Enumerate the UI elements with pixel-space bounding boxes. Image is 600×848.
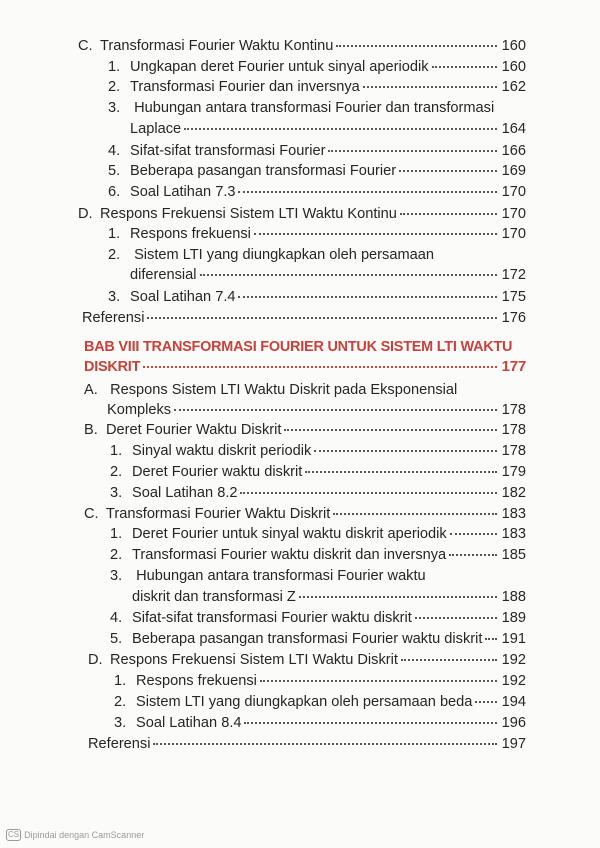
entry-title: Sinyal waktu diskrit periodik bbox=[132, 443, 312, 459]
toc-entry-ref8[interactable] bbox=[88, 735, 526, 753]
entry-title: Hubungan antara transformasi Fourier waktu bbox=[136, 568, 426, 584]
page-number: 179 bbox=[501, 464, 526, 480]
dot-leader bbox=[333, 513, 496, 515]
entry-title: Respons Sistem LTI Waktu Diskrit pada Eksponensial bbox=[110, 382, 458, 398]
toc-entry-c7-3-line2[interactable] bbox=[130, 120, 526, 138]
page-number: 160 bbox=[501, 38, 526, 54]
entry-title: Respons frekuensi bbox=[130, 226, 251, 242]
dot-leader bbox=[143, 366, 496, 368]
page-number: 189 bbox=[501, 610, 526, 626]
dot-leader bbox=[399, 170, 497, 172]
chapter-page-number: 177 bbox=[501, 358, 526, 375]
entry-label: 6. bbox=[108, 184, 121, 200]
entry-title: Sifat-sifat transformasi Fourier bbox=[130, 143, 326, 159]
toc-entry-d8-2[interactable] bbox=[114, 693, 526, 711]
entry-title-continued: diskrit dan transformasi Z bbox=[132, 589, 296, 605]
entry-label: 2. bbox=[108, 79, 121, 95]
toc-entry-c7-5[interactable] bbox=[108, 162, 526, 180]
page-number: 172 bbox=[501, 267, 526, 283]
page-number: 188 bbox=[501, 589, 526, 605]
dot-leader bbox=[400, 213, 497, 215]
page-number: 183 bbox=[501, 506, 526, 522]
entry-title: Transformasi Fourier Waktu Kontinu bbox=[100, 38, 334, 54]
toc-entry-d7-1[interactable] bbox=[108, 225, 526, 243]
entry-label: 1. bbox=[114, 673, 127, 689]
entry-title: Deret Fourier waktu diskrit bbox=[132, 464, 303, 480]
dot-leader bbox=[174, 409, 497, 411]
entry-title: Soal Latihan 8.2 bbox=[132, 485, 238, 501]
toc-entry-c7-4[interactable] bbox=[108, 142, 526, 160]
dot-leader bbox=[244, 722, 496, 724]
dot-leader bbox=[254, 233, 497, 235]
entry-label: 2. bbox=[114, 694, 127, 710]
chapter-title-continued: DISKRIT bbox=[84, 359, 141, 375]
page-number: 160 bbox=[501, 59, 526, 75]
dot-leader bbox=[401, 659, 497, 661]
page-number: 169 bbox=[501, 163, 526, 179]
toc-entry-d7-2-line1[interactable] bbox=[108, 246, 526, 264]
dot-leader bbox=[153, 743, 496, 745]
dot-leader bbox=[305, 471, 496, 473]
toc-entry-c8-5[interactable] bbox=[110, 630, 526, 648]
entry-label: D. bbox=[78, 206, 93, 222]
toc-entry-c8-3-line1[interactable] bbox=[110, 567, 526, 585]
entry-label: 2. bbox=[110, 547, 123, 563]
page-number: 182 bbox=[501, 485, 526, 501]
entry-title: Ungkapan deret Fourier untuk sinyal aperiodik bbox=[130, 59, 429, 75]
toc-entry-c7-3-line1[interactable] bbox=[108, 99, 526, 117]
chapter-heading-line2[interactable] bbox=[84, 358, 526, 376]
entry-label: 5. bbox=[108, 163, 121, 179]
dot-leader bbox=[238, 296, 496, 298]
page-number: 176 bbox=[501, 310, 526, 326]
entry-label: C. bbox=[84, 506, 99, 522]
toc-entry-c7-1[interactable] bbox=[108, 58, 526, 76]
toc-entry-a8-line2[interactable] bbox=[107, 401, 526, 419]
page-number: 166 bbox=[501, 143, 526, 159]
page-number: 183 bbox=[501, 526, 526, 542]
entry-label: 1. bbox=[110, 443, 123, 459]
entry-title: Soal Latihan 7.4 bbox=[130, 289, 236, 305]
entry-title: Deret Fourier untuk sinyal waktu diskrit aperiodik bbox=[132, 526, 447, 542]
entry-label: 1. bbox=[110, 526, 123, 542]
dot-leader bbox=[240, 492, 496, 494]
entry-label: A. bbox=[84, 382, 98, 398]
dot-leader bbox=[449, 554, 496, 556]
entry-title: Beberapa pasangan transformasi Fourier bbox=[130, 163, 397, 179]
toc-entry-d8-3[interactable] bbox=[114, 714, 526, 732]
toc-entry-c8-1[interactable] bbox=[110, 525, 526, 543]
entry-title: Referensi bbox=[88, 736, 151, 752]
toc-entry-d8[interactable] bbox=[88, 651, 526, 669]
toc-entry-c8-2[interactable] bbox=[110, 546, 526, 564]
page-number: 194 bbox=[501, 694, 526, 710]
dot-leader bbox=[314, 450, 496, 452]
entry-title: Deret Fourier Waktu Diskrit bbox=[106, 422, 282, 438]
entry-title: Respons frekuensi bbox=[136, 673, 257, 689]
entry-title: Referensi bbox=[82, 310, 145, 326]
toc-entry-b8-2[interactable] bbox=[110, 463, 526, 481]
page-number: 170 bbox=[501, 206, 526, 222]
toc-entry-d8-1[interactable] bbox=[114, 672, 526, 690]
dot-leader bbox=[284, 429, 496, 431]
toc-entry-d7-3[interactable] bbox=[108, 288, 526, 306]
entry-label: D. bbox=[88, 652, 103, 668]
page-number: 175 bbox=[501, 289, 526, 305]
toc-entry-a8-line1[interactable] bbox=[84, 381, 526, 399]
entry-label: 4. bbox=[108, 143, 121, 159]
toc-entry-b8-1[interactable] bbox=[110, 442, 526, 460]
dot-leader bbox=[328, 150, 496, 152]
entry-title: Transformasi Fourier waktu diskrit dan inversnya bbox=[132, 547, 447, 563]
page-number: 170 bbox=[501, 226, 526, 242]
chapter-heading-line1[interactable]: BAB VIII TRANSFORMASI FOURIER UNTUK SISTEM LTI WAKTU bbox=[84, 339, 513, 355]
entry-label: 5. bbox=[110, 631, 123, 647]
entry-label: B. bbox=[84, 422, 98, 438]
entry-label: C. bbox=[78, 38, 93, 54]
dot-leader bbox=[238, 191, 496, 193]
entry-title: Sistem LTI yang diungkapkan oleh persamaan bbox=[134, 247, 434, 263]
dot-leader bbox=[336, 45, 496, 47]
entry-title-continued: Laplace bbox=[130, 121, 182, 137]
page-number: 192 bbox=[501, 673, 526, 689]
entry-title: Respons Frekuensi Sistem LTI Waktu Kontinu bbox=[100, 206, 397, 222]
dot-leader bbox=[184, 128, 497, 130]
entry-label: 2. bbox=[110, 464, 123, 480]
entry-label: 3. bbox=[108, 289, 121, 305]
entry-label: 3. bbox=[108, 100, 121, 116]
entry-title: Transformasi Fourier Waktu Diskrit bbox=[106, 506, 331, 522]
toc-entry-c8-4[interactable] bbox=[110, 609, 526, 627]
dot-leader bbox=[432, 66, 497, 68]
page-number: 191 bbox=[501, 631, 526, 647]
toc-entry-c7-2[interactable] bbox=[108, 78, 526, 96]
page-number: 196 bbox=[501, 715, 526, 731]
entry-title: Sistem LTI yang diungkapkan oleh persamaan beda bbox=[136, 694, 473, 710]
page-number: 178 bbox=[501, 422, 526, 438]
entry-title: Transformasi Fourier dan inversnya bbox=[130, 79, 360, 95]
page-number: 162 bbox=[501, 79, 526, 95]
toc-entry-b8[interactable] bbox=[84, 421, 526, 439]
toc-entry-c7[interactable] bbox=[78, 37, 526, 55]
entry-title: Hubungan antara transformasi Fourier dan transformasi bbox=[134, 100, 495, 116]
toc-entry-b8-3[interactable] bbox=[110, 484, 526, 502]
entry-label: 3. bbox=[114, 715, 127, 731]
dot-leader bbox=[415, 617, 497, 619]
camscanner-icon: CS bbox=[8, 830, 20, 839]
page-number: 197 bbox=[501, 736, 526, 752]
entry-label: 1. bbox=[108, 59, 121, 75]
dot-leader bbox=[147, 317, 496, 319]
toc-entry-ref7[interactable] bbox=[82, 309, 526, 327]
toc-entry-d7[interactable] bbox=[78, 205, 526, 223]
toc-entry-c8-3-line2[interactable] bbox=[132, 588, 526, 606]
entry-label: 1. bbox=[108, 226, 121, 242]
page-number: 192 bbox=[501, 652, 526, 668]
entry-title: Soal Latihan 8.4 bbox=[136, 715, 242, 731]
scanner-watermark bbox=[6, 829, 144, 841]
entry-label: 3. bbox=[110, 568, 123, 584]
entry-title: Beberapa pasangan transformasi Fourier waktu diskrit bbox=[132, 631, 483, 647]
page-number: 170 bbox=[501, 184, 526, 200]
dot-leader bbox=[485, 638, 496, 640]
page-number: 178 bbox=[501, 402, 526, 418]
page-number: 185 bbox=[501, 547, 526, 563]
dot-leader bbox=[200, 274, 497, 276]
entry-label: 3. bbox=[110, 485, 123, 501]
entry-title: Soal Latihan 7.3 bbox=[130, 184, 236, 200]
dot-leader bbox=[475, 701, 496, 703]
entry-title-continued: diferensial bbox=[130, 267, 197, 283]
entry-label: 2. bbox=[108, 247, 121, 263]
dot-leader bbox=[450, 533, 497, 535]
entry-title: Sifat-sifat transformasi Fourier waktu diskrit bbox=[132, 610, 412, 626]
toc-entry-d7-2-line2[interactable] bbox=[130, 266, 526, 284]
page-number: 164 bbox=[501, 121, 526, 137]
dot-leader bbox=[299, 596, 497, 598]
entry-label: 4. bbox=[110, 610, 123, 626]
dot-leader bbox=[363, 86, 497, 88]
entry-title-continued: Kompleks bbox=[107, 402, 172, 418]
toc-entry-c7-6[interactable] bbox=[108, 183, 526, 201]
dot-leader bbox=[260, 680, 497, 682]
watermark-text: Dipindai dengan CamScanner bbox=[24, 830, 145, 840]
page-number: 178 bbox=[501, 443, 526, 459]
entry-title: Respons Frekuensi Sistem LTI Waktu Diskrit bbox=[110, 652, 398, 668]
toc-entry-c8[interactable] bbox=[84, 505, 526, 523]
